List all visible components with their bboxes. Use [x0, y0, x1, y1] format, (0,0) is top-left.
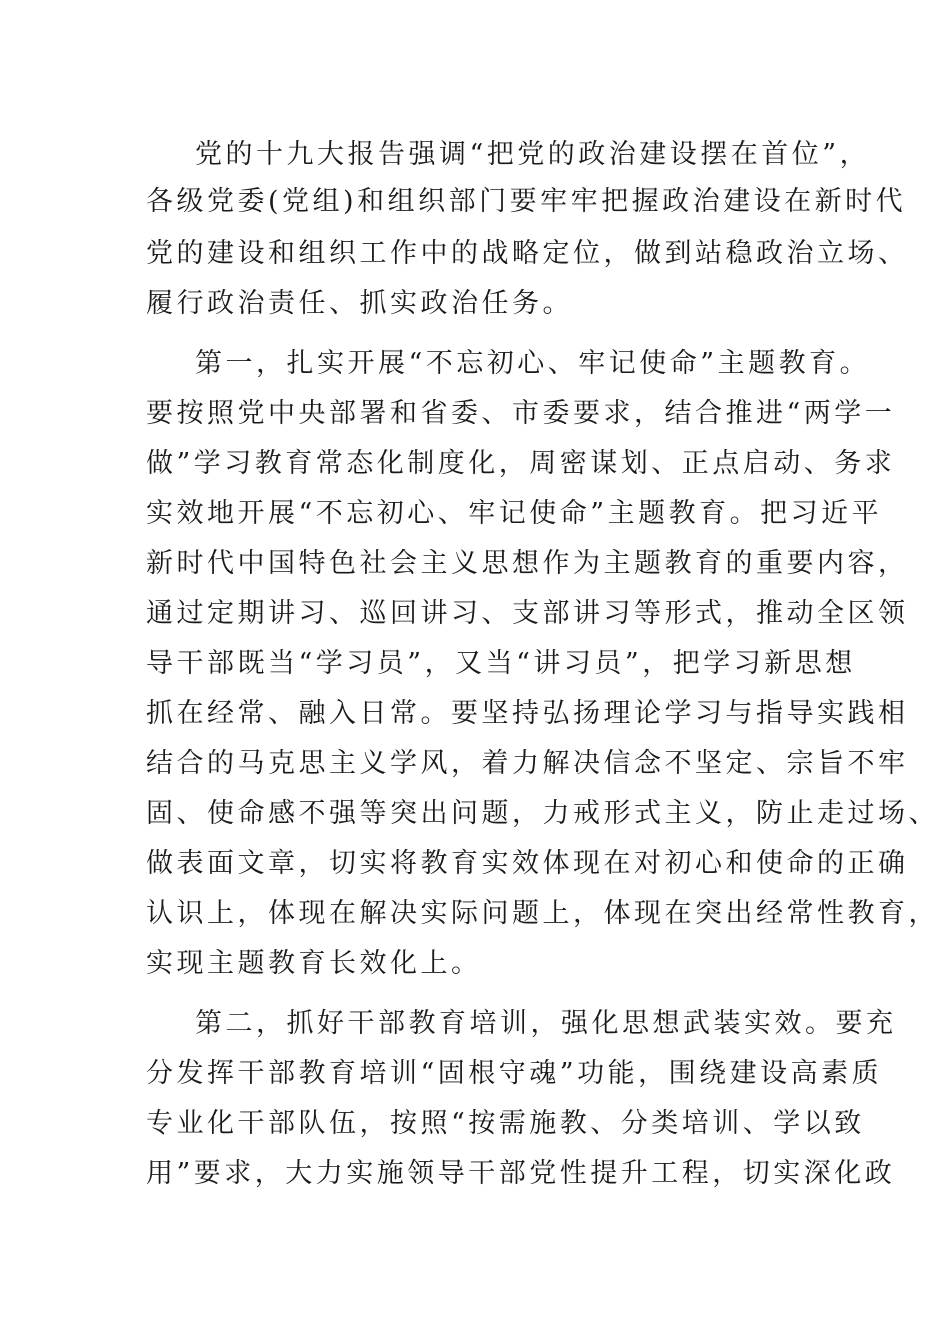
- text-line: 党的建设和组织工作中的战略定位，做到站稳政治立场、: [146, 238, 909, 269]
- text-line: 做”学习教育常态化制度化，周密谋划、正点启动、务求: [146, 448, 896, 479]
- text-line: 要按照党中央部署和省委、市委要求，结合推进“两学一: [146, 398, 896, 429]
- text-line: 分发挥干部教育培训“固根守魂”功能，围绕建设高素质: [146, 1058, 883, 1089]
- text-line: 抓在经常、融入日常。要坚持弘扬理论学习与指导实践相: [146, 698, 909, 729]
- text-line: 第一，扎实开展“不忘初心、牢记使命”主题教育。: [195, 348, 871, 379]
- text-line: 履行政治责任、抓实政治任务。: [146, 288, 573, 319]
- text-line: 党的十九大报告强调“把党的政治建设摆在首位”，: [195, 139, 871, 170]
- text-line: 认识上，体现在解决实际问题上，体现在突出经常性教育，: [146, 898, 939, 929]
- text-line: 各级党委(党组)和组织部门要牢牢把握政治建设在新时代: [146, 186, 907, 217]
- text-line: 导干部既当“学习员”，又当“讲习员”，把学习新思想: [146, 648, 856, 679]
- text-line: 通过定期讲习、巡回讲习、支部讲习等形式，推动全区领: [146, 598, 909, 629]
- text-line: 第二，抓好干部教育培训，强化思想武装实效。要充: [195, 1008, 897, 1039]
- text-line: 新时代中国特色社会主义思想作为主题教育的重要内容，: [146, 548, 909, 579]
- text-line: 实现主题教育长效化上。: [146, 948, 482, 979]
- text-line: 专业化干部队伍，按照“按需施教、分类培训、学以致: [146, 1108, 865, 1139]
- text-line: 做表面文章，切实将教育实效体现在对初心和使命的正确: [146, 848, 909, 879]
- text-line: 实效地开展“不忘初心、牢记使命”主题教育。把习近平: [146, 498, 883, 529]
- text-line: 结合的马克思主义学风，着力解决信念不坚定、宗旨不牢: [146, 748, 909, 779]
- text-line: 固、使命感不强等突出问题，力戒形式主义，防止走过场、: [146, 798, 939, 829]
- text-line: 用”要求，大力实施领导干部党性提升工程，切实深化政: [146, 1158, 896, 1189]
